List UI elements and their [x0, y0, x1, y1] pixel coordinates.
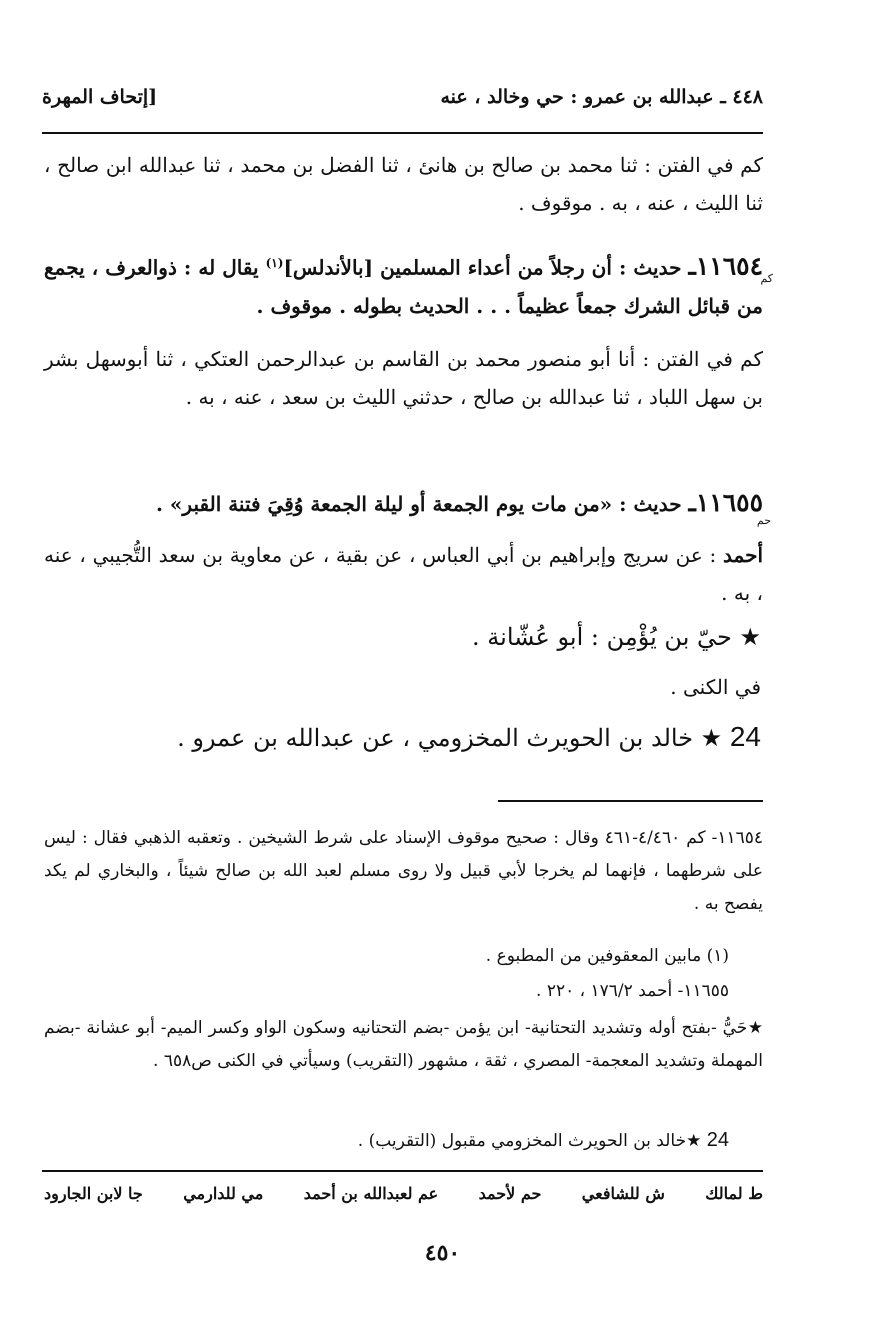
running-head-title: ٤٤٨ ـ عبدالله بن عمرو : حي وخالد ، عنه — [440, 86, 763, 108]
hadith-11655 — [44, 484, 763, 523]
footnote-ref: (١) — [265, 256, 284, 270]
abbr-darimi: مي للدارمي — [183, 1184, 264, 1203]
footnote-narrator-2 — [44, 1124, 763, 1158]
paragraph-source-2: كم في الفتن : أنا أبو منصور محمد بن القاسم بن عبدالرحمن العتكي ، ثنا أبوسهل بشر بن سهل اللباد ، ثنا عبدالله بن صالح ، حدثني الليث بن سعد ، عنه ، به . — [44, 347, 763, 409]
running-head-book: [إتحاف المهرة — [42, 86, 158, 108]
entry-text: ★ خالد بن الحويرث المخزومي ، عن عبدالله بن عمرو . — [177, 724, 723, 752]
page-number: ٤٥٠ — [424, 1240, 461, 1266]
source-name: أحمد — [723, 543, 763, 567]
footnote-text: ★خالد بن الحويرث المخزومي مقبول (التقريب) . — [357, 1131, 702, 1151]
footnote-separator — [498, 800, 763, 802]
abbreviations-rule — [42, 1170, 763, 1172]
header-rule — [42, 132, 763, 134]
source-chain: : عن سريج وإبراهيم بن أبي العباس ، عن بقية ، عن معاوية بن سعد التُّجيبي ، عنه ، به . — [44, 543, 763, 605]
abbr-abdullah: عم لعبدالله بن أحمد — [303, 1184, 439, 1203]
narrator-entry-1: ★ حيّ بن يُؤْمِن : أبو عُشّانة . — [472, 623, 761, 651]
paragraph-source-1: كم في الفتن : ثنا محمد بن صالح بن هانئ ، ثنا الفضل بن محمد ، ثنا عبدالله ابن صالح ، ثنا الليث ، عنه ، به . موقوف . — [44, 153, 763, 215]
hadith-number: ١١٦٥٥ـ — [688, 488, 763, 517]
hadith-text: حديث : أن رجلاً من أعداء المسلمين [بالأندلس] — [283, 255, 682, 280]
abbr-shafii: ش للشافعي — [581, 1184, 665, 1203]
hadith-11654 — [44, 244, 763, 325]
hadith-text: حديث : «من مات يوم الجمعة أو ليلة الجمعة وُقِيَ فتنة القبر» . — [155, 492, 682, 516]
footnote-11654: ١١٦٥٤- كم ٤/٤٦٠-٤٦١ وقال : صحيح موقوف الإسناد على شرط الشيخين . وتعقبه الذهبي فقال : ليس على شرطهما ، فإنهما لم يخرجا لأبي قبيل ولا روى مسلم لعبد الله بن صالح شيئاً ، والبخاري لم يكد يفصح به . — [44, 828, 763, 914]
abbr-ahmad: حم لأحمد — [478, 1184, 542, 1203]
entry-number: 24 — [729, 721, 761, 752]
narrator-entry-1-note: في الكنى . — [670, 675, 761, 699]
entry-number: 24 — [706, 1129, 729, 1151]
abbreviations-key — [44, 1184, 763, 1203]
hadith-text-rest: يقال له : ذوالعرف ، يجمع من قبائل الشرك جمعاً عظيماً . . . الحديث بطوله . موقوف . — [44, 255, 763, 318]
source-symbol: كم — [760, 272, 773, 285]
footnote-1: (١) مابين المعقوفين من المطبوع . — [485, 946, 729, 966]
abbr-malik: ط لمالك — [705, 1184, 763, 1203]
abbr-ibn-jarud: جا لابن الجارود — [44, 1184, 143, 1203]
footnote-11655: ١١٦٥٥- أحمد ١٧٦/٢ ، ٢٢٠ . — [536, 981, 729, 1001]
source-symbol: حم — [756, 514, 771, 527]
hadith-number: ١١٦٥٤ـ — [688, 251, 764, 281]
paragraph-source-3 — [44, 536, 763, 612]
running-head — [42, 78, 763, 118]
footnote-narrator-1: ★حَيُّ -بفتح أوله وتشديد التحتانية- ابن يؤمن -بضم التحتانيه وسكون الواو وكسر الميم- أبو عشانة -بضم المهملة وتشديد المعجمة- المصري ، ثقة ، مشهور (التقريب) وسيأتي في الكنى ص٦٥٨ . — [44, 1018, 763, 1071]
narrator-entry-2 — [150, 718, 761, 757]
